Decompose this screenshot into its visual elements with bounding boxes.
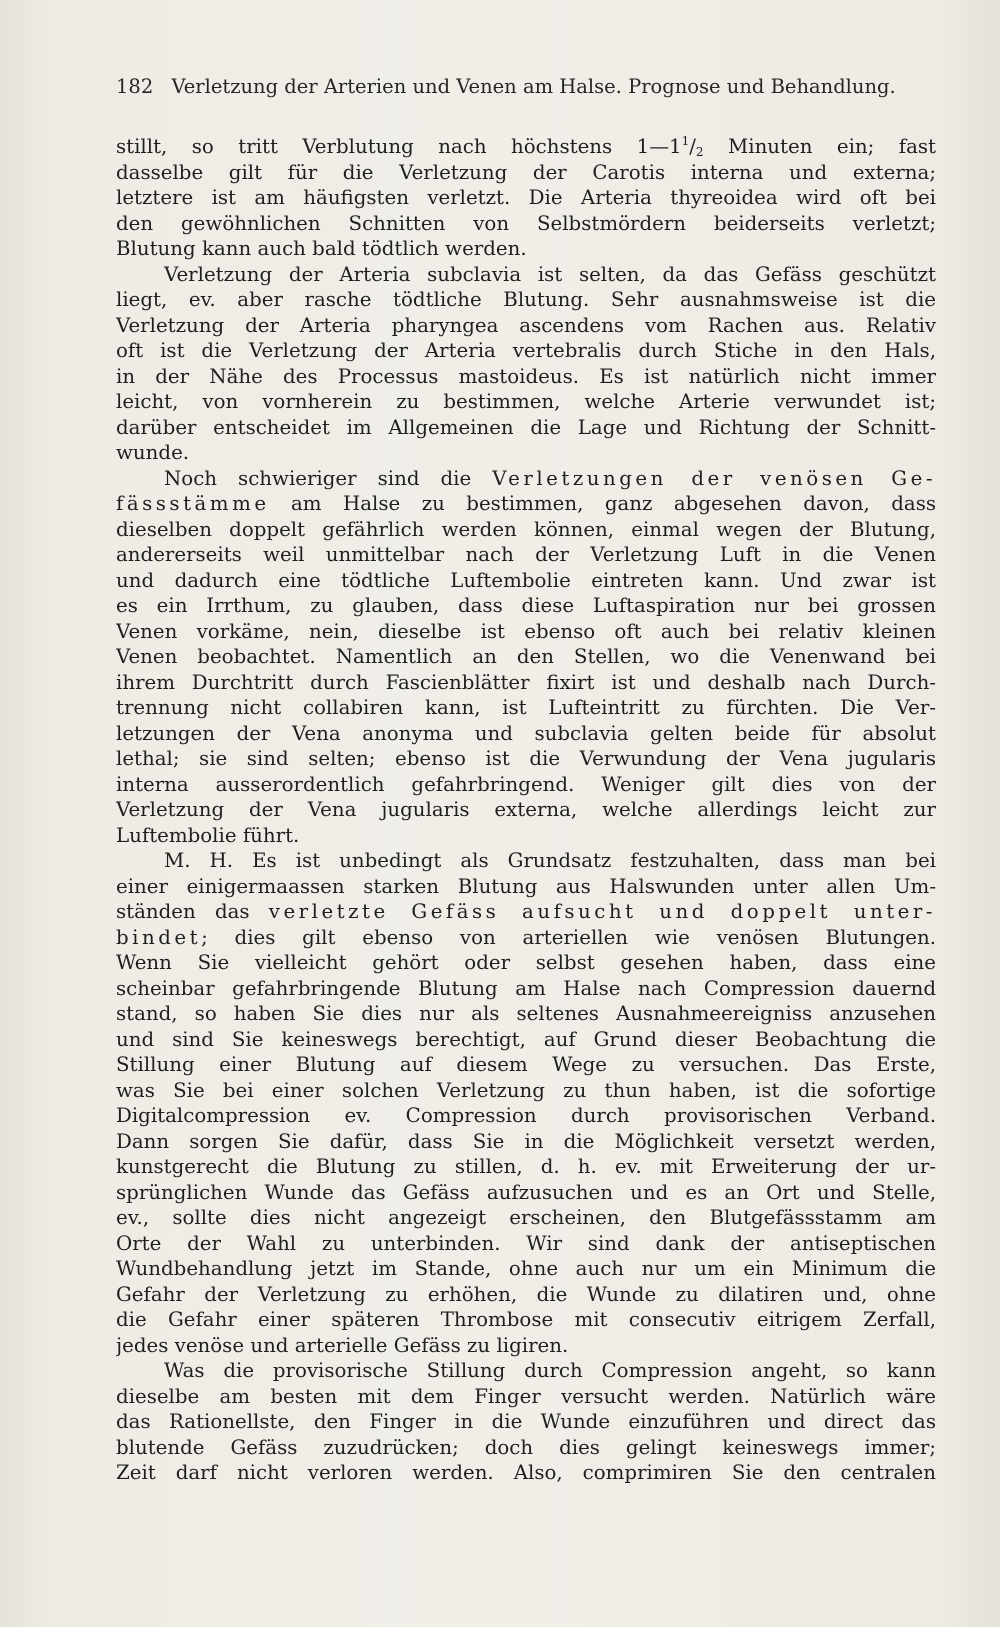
text-line: Wenn Sie vielleicht gehört oder selbst gesehen haben, dass eine <box>116 951 936 974</box>
text-line: wunde. <box>116 441 190 464</box>
text-line: jedes venöse und arterielle Gefäss zu ligiren. <box>116 1333 569 1357</box>
text-line: blutende Gefäss zuzudrücken; doch dies gelingt keineswegs immer; <box>116 1435 936 1459</box>
text-line: letzungen der Vena anonyma und subclavia gelten beide für absolut <box>116 721 936 745</box>
spaced-emphasis: Verletzungen der venösen Ge- <box>492 466 936 490</box>
text-line: Gefahr der Verletzung zu erhöhen, die Wunde zu dilatiren und, ohne <box>116 1282 936 1306</box>
running-title: Verletzung der Arterien und Venen am Halse. Prognose und Behandlung. <box>171 75 896 98</box>
text-line: letztere ist am häufigsten verletzt. Die Arteria thyreoidea wird oft bei <box>116 186 936 209</box>
text-line: dieselben doppelt gefährlich werden können, einmal wegen der Blutung, <box>116 517 936 541</box>
text-line: bindet; dies gilt ebenso von arteriellen wie venösen Blutungen. <box>116 925 936 949</box>
text-line: und sind Sie keineswegs berechtigt, auf Grund dieser Beobachtung die <box>116 1027 936 1051</box>
text-line: stillt, so tritt Verblutung nach höchstens $1—1^1/_2$ Minuten ein; fast <box>116 134 936 159</box>
text-line: liegt, ev. aber rasche tödtliche Blutung. Sehr ausnahmsweise ist die <box>116 288 936 311</box>
text-line: es ein Irrthum, zu glauben, dass diese Luftaspiration nur bei grossen <box>116 594 936 617</box>
text-line: trennung nicht collabiren kann, ist Lufteintritt zu fürchten. Die Ver- <box>116 696 936 719</box>
text-line: Wundbehandlung jetzt im Stande, ohne auch nur um ein Minimum die <box>116 1257 936 1280</box>
text-line: Verletzung der Arteria subclavia ist selten, da das Gefäss geschützt <box>164 262 936 286</box>
text-line: Luftembolie führt. <box>116 823 300 847</box>
fraction-whole: 1 <box>669 135 682 158</box>
text-line: Stillung einer Blutung auf diesem Wege zu versuchen. Das Erste, <box>116 1053 936 1076</box>
text-line: ev., sollte dies nicht angezeigt erscheinen, den Blutgefässstamm am <box>116 1206 936 1229</box>
spaced-emphasis: fässstämme <box>116 492 270 515</box>
fraction-denominator: 2 <box>695 145 704 159</box>
text-line: dieselbe am besten mit dem Finger versucht werden. Natürlich wäre <box>116 1384 936 1408</box>
text-line: Blutung kann auch bald tödtlich werden. <box>116 237 527 260</box>
text-line: in der Nähe des Processus mastoideus. Es ist natürlich nicht immer <box>116 364 936 388</box>
body-text <box>116 134 936 1486</box>
text-line: lethal; sie sind selten; ebenso ist die Verwundung der Vena jugularis <box>116 747 936 770</box>
text-line: Venen beobachtet. Namentlich an den Stellen, wo die Venenwand bei <box>116 645 936 668</box>
text-line: fässstämme am Halse zu bestimmen, ganz abgesehen davon, dass <box>116 492 936 515</box>
text-line: oft ist die Verletzung der Arteria vertebralis durch Stiche in den Hals, <box>116 339 936 362</box>
text-line: interna ausserordentlich gefahrbringend. Weniger gilt dies von der <box>116 772 936 796</box>
text-line: stand, so haben Sie dies nur als seltenes Ausnahmeereigniss anzusehen <box>116 1002 936 1025</box>
text-line: dasselbe gilt für die Verletzung der Carotis interna und externa; <box>116 160 936 184</box>
text-line: kunstgerecht die Blutung zu stillen, d. h. ev. mit Erweiterung der ur- <box>116 1155 936 1178</box>
text-line: ihrem Durchtritt durch Fascienblätter fixirt ist und deshalb nach Durch- <box>116 670 936 694</box>
text-line: einer einigermaassen starken Blutung aus Halswunden unter allen Um- <box>116 874 936 898</box>
text-line: M. H. Es ist unbedingt als Grundsatz festzuhalten, dass man bei <box>164 849 936 872</box>
text-line: Verletzung der Vena jugularis externa, welche allerdings leicht zur <box>116 798 936 821</box>
text-line: Dann sorgen Sie dafür, dass Sie in die Möglichkeit versetzt werden, <box>116 1129 936 1153</box>
text-line: ständen das verletzte Gefäss aufsucht und doppelt unter- <box>116 900 936 923</box>
text-line: andererseits weil unmittelbar nach der Verletzung Luft in die Venen <box>116 543 936 566</box>
text-line: das Rationellste, den Finger in die Wunde einzuführen und direct das <box>116 1410 936 1433</box>
text-line: scheinbar gefahrbringende Blutung am Halse nach Compression dauernd <box>116 976 936 1000</box>
text-line: und dadurch eine tödtliche Luftembolie eintreten kann. Und zwar ist <box>116 568 936 592</box>
text-line: Venen vorkäme, nein, dieselbe ist ebenso oft auch bei relativ kleinen <box>116 619 936 643</box>
text-line: Was die provisorische Stillung durch Compression angeht, so kann <box>164 1359 936 1382</box>
page-number: 182 <box>116 75 154 98</box>
fraction-numerator: 1 <box>681 134 690 148</box>
text-line: den gewöhnlichen Schnitten von Selbstmördern beiderseits verletzt; <box>116 211 936 235</box>
text-line: was Sie bei einer solchen Verletzung zu thun haben, ist die sofortige <box>116 1078 936 1102</box>
text-line: darüber entscheidet im Allgemeinen die Lage und Richtung der Schnitt- <box>116 415 936 439</box>
spaced-emphasis: bindet <box>116 925 202 949</box>
spaced-emphasis: verletzte Gefäss aufsucht und doppelt unter- <box>268 900 936 923</box>
text-line: Verletzung der Arteria pharyngea ascendens vom Rachen aus. Relativ <box>116 313 936 337</box>
text-line: Digitalcompression ev. Compression durch provisorischen Verband. <box>116 1104 936 1127</box>
text-line: leicht, von vornherein zu bestimmen, welche Arterie verwundet ist; <box>116 390 936 413</box>
text-line: Orte der Wahl zu unterbinden. Wir sind dank der antiseptischen <box>116 1231 936 1255</box>
text-line: Zeit darf nicht verloren werden. Also, comprimiren Sie den centralen <box>116 1461 936 1484</box>
text-line: Noch schwieriger sind die Verletzungen der venösen Ge- <box>164 466 936 490</box>
page-header <box>116 75 916 105</box>
text-line: die Gefahr einer späteren Thrombose mit consecutiv eitrigem Zerfall, <box>116 1308 936 1331</box>
text-line: sprünglichen Wunde das Gefäss aufzusuchen und es an Ort und Stelle, <box>116 1180 936 1204</box>
